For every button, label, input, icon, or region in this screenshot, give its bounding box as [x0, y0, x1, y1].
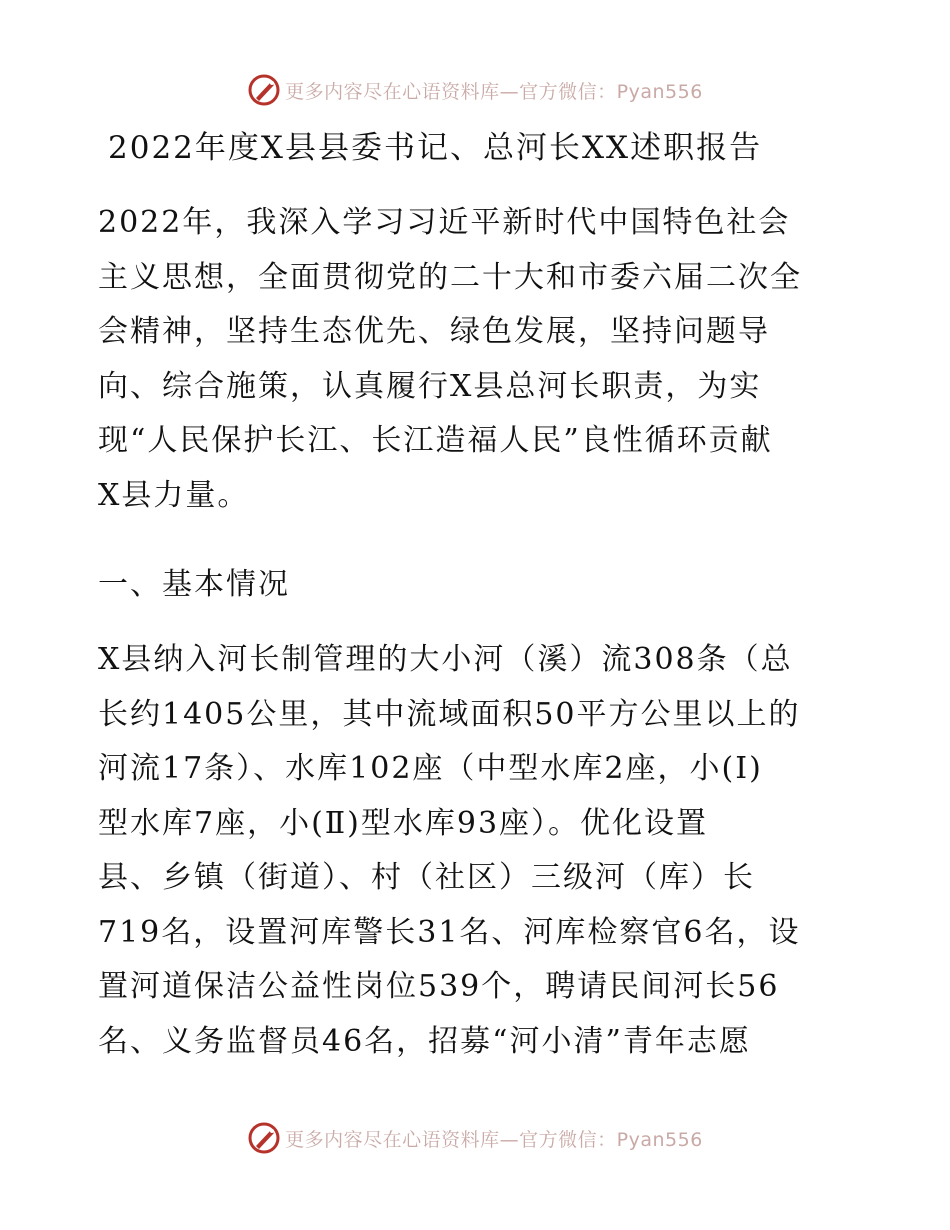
section-paragraph: [98, 633, 858, 1069]
text-line: 县、乡镇（街道）、村（社区）三级河（库）长: [98, 860, 755, 895]
footer-watermark: [0, 1118, 950, 1158]
pen-logo-icon: [247, 1121, 281, 1155]
text-line: 719名，设置河库警长31名、河库检察官6名，设: [98, 914, 801, 950]
header-watermark: [0, 70, 950, 110]
text-line: 长约1405公里，其中流域面积50平方公里以上的: [98, 696, 801, 732]
document-title: 2022年度X县县委书记、总河长XX述职报告: [108, 130, 763, 166]
section-heading-text: 一、基本情况: [98, 567, 290, 602]
watermark-text: 更多内容尽在心语资料库—官方微信：Pyan556: [285, 80, 703, 103]
text-line: 向、综合施策，认真履行X县总河长职责，为实: [98, 368, 762, 404]
intro-paragraph: [98, 196, 858, 523]
text-line: 2022年，我深入学习习近平新时代中国特色社会: [98, 205, 791, 240]
text-line: 河流17条）、水库102座（中型水库2座，小(Ⅰ): [98, 751, 763, 786]
text-line: 现“人民保护长江、长江造福人民”良性循环贡献: [98, 423, 773, 458]
text-line: 会精神，坚持生态优先、绿色发展，坚持问题导: [98, 314, 770, 349]
text-line: X县力量。: [98, 477, 250, 513]
text-line: 型水库7座，小(Ⅱ)型水库93座）。优化设置: [98, 805, 709, 841]
text-line: X县纳入河长制管理的大小河（溪）流308条（总: [98, 642, 793, 677]
watermark-text: 更多内容尽在心语资料库—官方微信：Pyan556: [285, 1128, 703, 1151]
section-heading: [98, 558, 858, 613]
pen-logo-icon: [247, 73, 281, 107]
text-line: 置河道保洁公益性岗位539个，聘请民间河长56: [98, 969, 780, 1004]
text-line: 名、义务监督员46名，招募“河小清”青年志愿: [98, 1023, 751, 1059]
text-line: 主义思想，全面贯彻党的二十大和市委六届二次全: [98, 259, 802, 295]
